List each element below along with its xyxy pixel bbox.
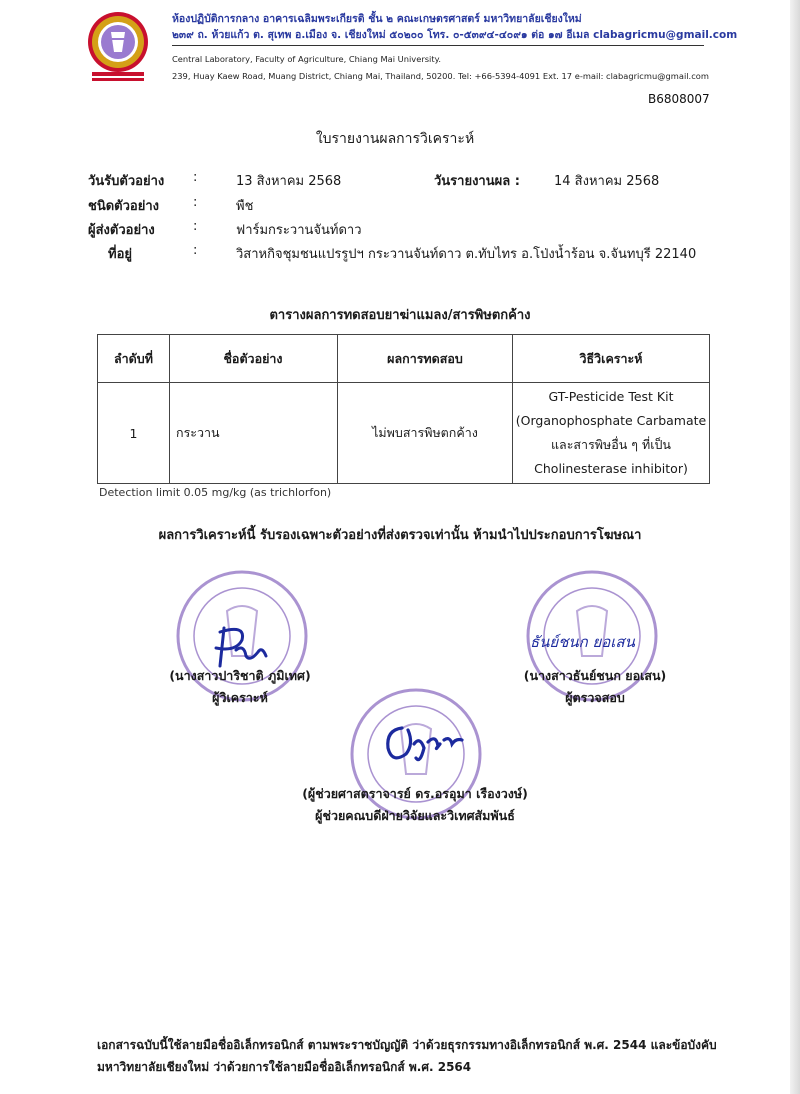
address-value: วิสาหกิจชุมชนแปรรูปฯ กระวานจันท์ดาว ต.ทับไทร อ.โป่งน้ำร้อน จ.จันทบุรี 22140 [236,247,697,262]
report-date-label: วันรายงานผล : [434,174,520,189]
colon: : [193,195,198,210]
colon: : [193,243,198,258]
central-lab-logo [82,8,154,86]
colon: : [193,170,198,185]
assistant-dean-name: (ผู้ช่วยศาสตราจารย์ ดร.อรอุมา เรืองวงษ์) [302,786,528,801]
footer-line-1: เอกสารฉบับนี้ใช้ลายมือชื่ออิเล็กทรอนิกส์ ตามพระราชบัญญัติ ว่าด้วยธุรกรรมทางอิเล็กทรอนิกส์ พ.ศ. 2544 และข้อบังคับ [97,1038,717,1052]
header-english-line-2: 239, Huay Kaew Road, Muang District, Chiang Mai, Thailand, 50200. Tel: +66-5394-4091 Ext. 17 e-mail: clabagricmu@gmail.com [172,71,709,81]
header-thai-line-2: ๒๓๙ ถ. ห้วยแก้ว ต. สุเทพ อ.เมือง จ. เชียงใหม่ ๕๐๒๐๐ โทร. ๐-๕๓๙๔-๔๐๙๑ ต่อ ๑๗ อีเมล clabagricmu@gmail.com [172,29,738,41]
header-method: วิธีวิเคราะห์ [513,335,710,383]
table-row [98,383,710,484]
footer-line-2: มหาวิทยาลัยเชียงใหม่ ว่าด้วยการใช้ลายมือชื่ออิเล็กทรอนิกส์ พ.ศ. 2564 [97,1060,472,1074]
sender-label: ผู้ส่งตัวอย่าง [88,223,155,238]
received-date-label: วันรับตัวอย่าง [88,174,165,189]
method-line: (Organophosphate Carbamate [515,413,707,428]
cell-result: ไม่พบสารพิษตกค้าง [338,383,513,484]
detection-limit: Detection limit 0.05 mg/kg (as trichlorfon) [99,486,332,499]
analyst-name: (นางสาวปาริชาติ ภูมิเทศ) [169,668,311,683]
page-edge-shadow [790,0,800,1094]
header-sample-name: ชื่อตัวอย่าง [170,335,338,383]
analyst-role: ผู้วิเคราะห์ [212,690,268,705]
report-date-value: 14 สิงหาคม 2568 [554,174,660,189]
document-number: B6808007 [648,92,710,106]
inspector-signature: ธันย์ชนก ยอเสน [530,633,635,651]
colon: : [193,219,198,234]
sample-type-label: ชนิดตัวอย่าง [88,199,159,214]
table-header-row [98,335,710,383]
cell-method [513,383,710,484]
header-english-line-1: Central Laboratory, Faculty of Agriculture, Chiang Mai University. [172,54,441,64]
header-divider [172,45,704,46]
header-thai-line-1: ห้องปฏิบัติการกลาง อาคารเฉลิมพระเกียรติ ชั้น ๒ คณะเกษตรศาสตร์ มหาวิทยาลัยเชียงใหม่ [172,13,582,25]
results-table [97,334,710,484]
header-result: ผลการทดสอบ [338,335,513,383]
method-line: GT-Pesticide Test Kit [548,389,674,404]
assistant-dean-signature [380,714,470,778]
table-title: ตารางผลการทดสอบยาฆ่าแมลง/สารพิษตกค้าง [269,308,531,323]
cell-sample-name: กระวาน [170,383,338,484]
sample-type-value: พืช [236,199,254,214]
assistant-dean-role: ผู้ช่วยคณบดีฝ่ายวิจัยและวิเทศสัมพันธ์ [315,808,515,823]
sender-value: ฟาร์มกระวานจันท์ดาว [236,223,362,238]
received-date-value: 13 สิงหาคม 2568 [236,174,342,189]
address-label: ที่อยู่ [108,247,132,262]
certification-notice: ผลการวิเคราะห์นี้ รับรองเฉพาะตัวอย่างที่ส่งตรวจเท่านั้น ห้ามนำไปประกอบการโฆษณา [158,528,642,543]
method-line: และสารพิษอื่น ๆ ที่เป็น [551,437,671,452]
inspector-name: (นางสาวธันย์ชนก ยอเสน) [523,668,667,683]
header-no: ลำดับที่ [98,335,170,383]
report-title: ใบรายงานผลการวิเคราะห์ [315,131,475,147]
cell-no: 1 [98,383,170,484]
method-line: Cholinesterase inhibitor) [534,461,688,476]
inspector-role: ผู้ตรวจสอบ [565,690,625,705]
